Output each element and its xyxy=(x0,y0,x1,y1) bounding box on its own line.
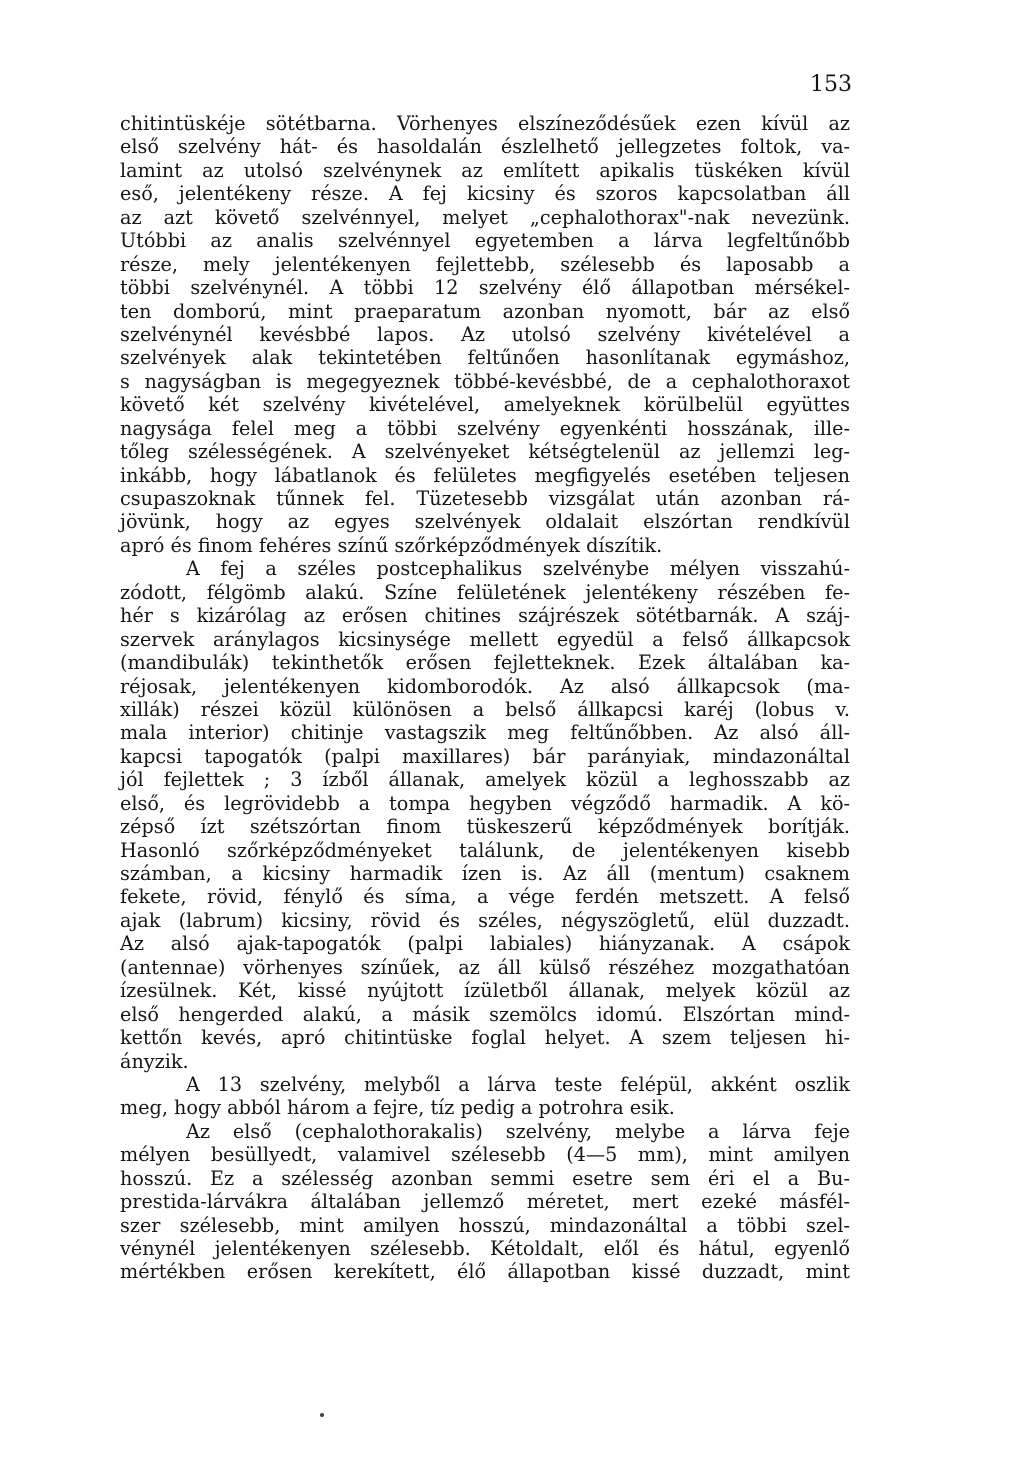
text-line: inkább, hogy lábatlanok és felületes megfigyelés esetében teljesen xyxy=(120,463,850,487)
text-line: xillák) részei közül különösen a belső állkapcsi karéj (lobus v. xyxy=(120,697,850,721)
text-line: ízesülnek. Két, kissé nyújtott ízületből állanak, melyek közül az xyxy=(120,979,850,1003)
text-line: szelvénynél kevésbbé lapos. Az utolsó szelvény kivételével a xyxy=(120,322,850,346)
text-line: s nagyságban is megegyeznek többé-kevésbbé, de a cephalothoraxot xyxy=(120,369,850,393)
text-line: többi szelvénynél. A többi 12 szelvény élő állapotban mérsékel- xyxy=(120,276,850,300)
text-line: követő két szelvény kivételével, amelyeknek körülbelül együttes xyxy=(120,393,850,417)
text-line: tőleg szélességének. A szelvényeket kétségtelenül az jellemzi leg- xyxy=(120,440,850,464)
text-line: vénynél jelentékenyen szélesebb. Kétoldalt, elől és hátul, egyenlő xyxy=(120,1237,850,1260)
text-line: mértékben erősen kerekített, élő állapotban kissé duzzadt, mint xyxy=(120,1260,850,1284)
text-line: szelvények alak tekintetében feltűnően hasonlítanak egymáshoz, xyxy=(120,346,850,370)
text-line: hér s kizárólag az erősen chitines szájrészek sötétbarnák. A száj- xyxy=(120,604,850,628)
text-line: számban, a kicsiny harmadik ízen is. Az áll (mentum) csaknem xyxy=(120,862,850,885)
page-number: 153 xyxy=(810,72,852,97)
text-line: apró és finom fehéres színű szőrképződmények díszítik. xyxy=(120,533,663,557)
text-line: chitintüskéje sötétbarna. Vörhenyes elszíneződésűek ezen kívül az xyxy=(120,112,850,135)
text-line: csupaszoknak tűnnek fel. Tüzetesebb vizsgálat után azonban rá- xyxy=(120,487,850,510)
text-line: mélyen besüllyedt, valamivel szélesebb (4—5 mm), mint amilyen xyxy=(120,1143,850,1167)
text-line: első hengerded alakú, a másik szemölcs idomú. Elszórtan mind- xyxy=(120,1002,850,1026)
text-line: az azt követő szelvénnyel, melyet „cephalothorax"-nak nevezünk. xyxy=(120,205,850,229)
text-line: első, és legrövidebb a tompa hegyben végződő harmadik. A kö- xyxy=(120,791,850,815)
text-line: jól fejlettek ; 3 ízből állanak, amelyek közül a leghosszabb az xyxy=(120,768,850,792)
text-line: ajak (labrum) kicsiny, rövid és széles, négyszögletű, elül duzzadt. xyxy=(120,908,850,932)
text-line: fekete, rövid, fénylő és síma, a vége ferdén metszett. A felső xyxy=(120,885,850,909)
print-speck xyxy=(320,1413,324,1417)
text-line: prestida-lárvákra általában jellemző méretet, mert ezeké másfél- xyxy=(120,1190,850,1214)
text-line: eső, jelentékeny része. A fej kicsiny és szoros kapcsolatban áll xyxy=(120,182,850,206)
text-line: zódott, félgömb alakú. Színe felületének jelentékeny részében fe- xyxy=(120,580,850,604)
text-line: szer szélesebb, mint amilyen hosszú, mindazonáltal a többi szel- xyxy=(120,1213,850,1237)
text-line: mala interior) chitinje vastagszik meg feltűnőbben. Az alsó áll- xyxy=(120,721,850,745)
text-line: (mandibulák) tekinthetők erősen fejletteknek. Ezek általában ka- xyxy=(120,651,850,675)
text-line: A fej a széles postcephalikus szelvénybe mélyen visszahú- xyxy=(186,557,850,581)
text-line: lamint az utolsó szelvénynek az említett apikalis tüskéken kívül xyxy=(120,158,850,182)
text-line: nagysága felel meg a többi szelvény egyenkénti hosszának, ille- xyxy=(120,416,850,440)
text-line: Az első (cephalothorakalis) szelvény, melybe a lárva feje xyxy=(186,1119,850,1143)
text-line: kettőn kevés, apró chitintüske foglal helyet. A szem teljesen hi- xyxy=(120,1026,850,1050)
text-line: zépső ízt szétszórtan finom tüskeszerű képződmények borítják. xyxy=(120,815,850,839)
text-line: hosszú. Ez a szélesség azonban semmi esetre sem éri el a Bu- xyxy=(120,1166,850,1190)
text-line: (antennae) vörhenyes színűek, az áll külső részéhez mozgathatóan xyxy=(120,955,850,979)
text-line: meg, hogy abból három a fejre, tíz pedig a potrohra esik. xyxy=(120,1096,675,1120)
text-line: ten domború, mint praeparatum azonban nyomott, bár az első xyxy=(120,299,850,323)
text-line: kapcsi tapogatók (palpi maxillares) bár parányiak, mindazonáltal xyxy=(120,744,850,768)
text-line: jövünk, hogy az egyes szelvények oldalait elszórtan rendkívül xyxy=(120,510,850,534)
text-line: A 13 szelvény, melyből a lárva teste felépül, akként oszlik xyxy=(186,1072,850,1096)
text-line: ányzik. xyxy=(120,1049,189,1073)
text-line: Az alsó ajak-tapogatók (palpi labiales) hiányzanak. A csápok xyxy=(120,932,850,956)
text-line: Utóbbi az analis szelvénnyel egyetemben a lárva legfeltűnőbb xyxy=(120,229,850,253)
text-line: első szelvény hát- és hasoldalán észlelhető jellegzetes foltok, va- xyxy=(120,135,850,159)
body-text xyxy=(120,112,850,1284)
text-line: réjosak, jelentékenyen kidomborodók. Az alsó állkapcsok (ma- xyxy=(120,674,850,698)
text-line: része, mely jelentékenyen fejlettebb, szélesebb és laposabb a xyxy=(120,252,850,276)
text-line: Hasonló szőrképződményeket találunk, de jelentékenyen kisebb xyxy=(120,838,850,862)
text-line: szervek aránylagos kicsinysége mellett egyedül a felső állkapcsok xyxy=(120,627,850,651)
